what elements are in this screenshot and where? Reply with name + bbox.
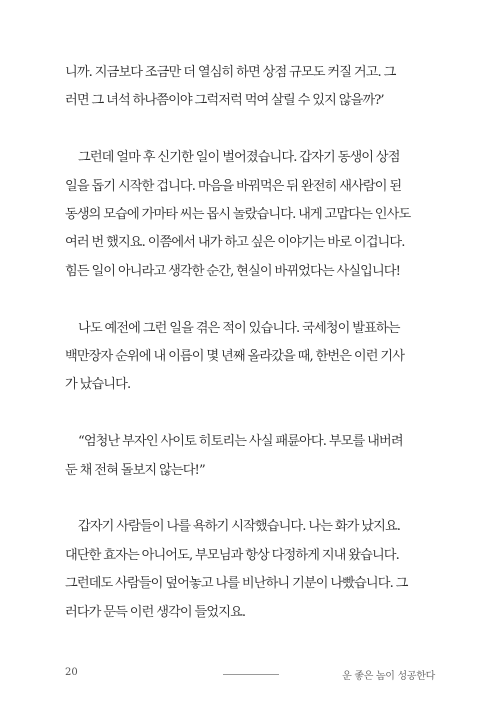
text-line: 동생의 모습에 가마타 씨는 몹시 놀랐습니다. 내게 고맙다는 인사도 bbox=[65, 207, 411, 223]
paragraph-4-quote bbox=[65, 428, 435, 485]
text-line: 힘든 일이 아니라고 생각한 순간, 현실이 바뀌었다는 사실입니다! bbox=[65, 263, 401, 279]
text-line: 백만장자 순위에 내 이름이 몇 년째 올라갔을 때, 한번은 이런 기사 bbox=[65, 349, 405, 365]
paragraph-gap bbox=[65, 485, 435, 513]
text-line: 가 났습니다. bbox=[65, 377, 131, 393]
text-line: 일을 돕기 시작한 겁니다. 마음을 바꿔먹은 뒤 완전히 새사람이 된 bbox=[65, 178, 402, 194]
text-line: 러면 그 녀석 하나쯤이야 그럭저럭 먹여 살릴 수 있지 않을까?’ bbox=[65, 93, 384, 109]
paragraph-2 bbox=[65, 144, 435, 286]
text-line: 러다가 문득 이런 생각이 들었지요. bbox=[65, 604, 246, 620]
text-line: 니까. 지금보다 조금만 더 열심히 하면 상점 규모도 커질 거고. 그 bbox=[65, 65, 396, 80]
text-line: 갑자기 사람들이 나를 욕하기 시작했습니다. 나는 화가 났지요. bbox=[78, 519, 401, 535]
text-line: 여러 번 했지요. 이쯤에서 내가 하고 싶은 이야기는 바로 이겁니다. bbox=[65, 235, 405, 251]
paragraph-5 bbox=[65, 513, 435, 627]
text-line: “엄청난 부자인 사이토 히토리는 사실 패륜아다. 부모를 내버려 bbox=[78, 434, 403, 450]
text-line: 그런데도 사람들이 덮어놓고 나를 비난하니 기분이 나빴습니다. 그 bbox=[65, 576, 408, 592]
book-title: 운 좋은 놈이 성공한다 bbox=[342, 671, 435, 682]
footer-divider bbox=[223, 674, 279, 675]
text-line: 그런데 얼마 후 신기한 일이 벌어졌습니다. 갑자기 동생이 상점 bbox=[78, 150, 400, 166]
paragraph-1 bbox=[65, 59, 435, 116]
page-body bbox=[65, 59, 435, 627]
text-line: 둔 채 전혀 돌보지 않는다!” bbox=[65, 462, 205, 478]
paragraph-gap bbox=[65, 286, 435, 314]
text-line: 대단한 효자는 아니어도, 부모님과 항상 다정하게 지내 왔습니다. bbox=[65, 547, 399, 563]
page-footer bbox=[65, 667, 435, 687]
paragraph-3 bbox=[65, 315, 435, 400]
text-line: 나도 예전에 그런 일을 겪은 적이 있습니다. 국세청이 발표하는 bbox=[78, 320, 400, 336]
paragraph-gap bbox=[65, 116, 435, 144]
paragraph-gap bbox=[65, 400, 435, 428]
page-number: 20 bbox=[65, 667, 78, 678]
